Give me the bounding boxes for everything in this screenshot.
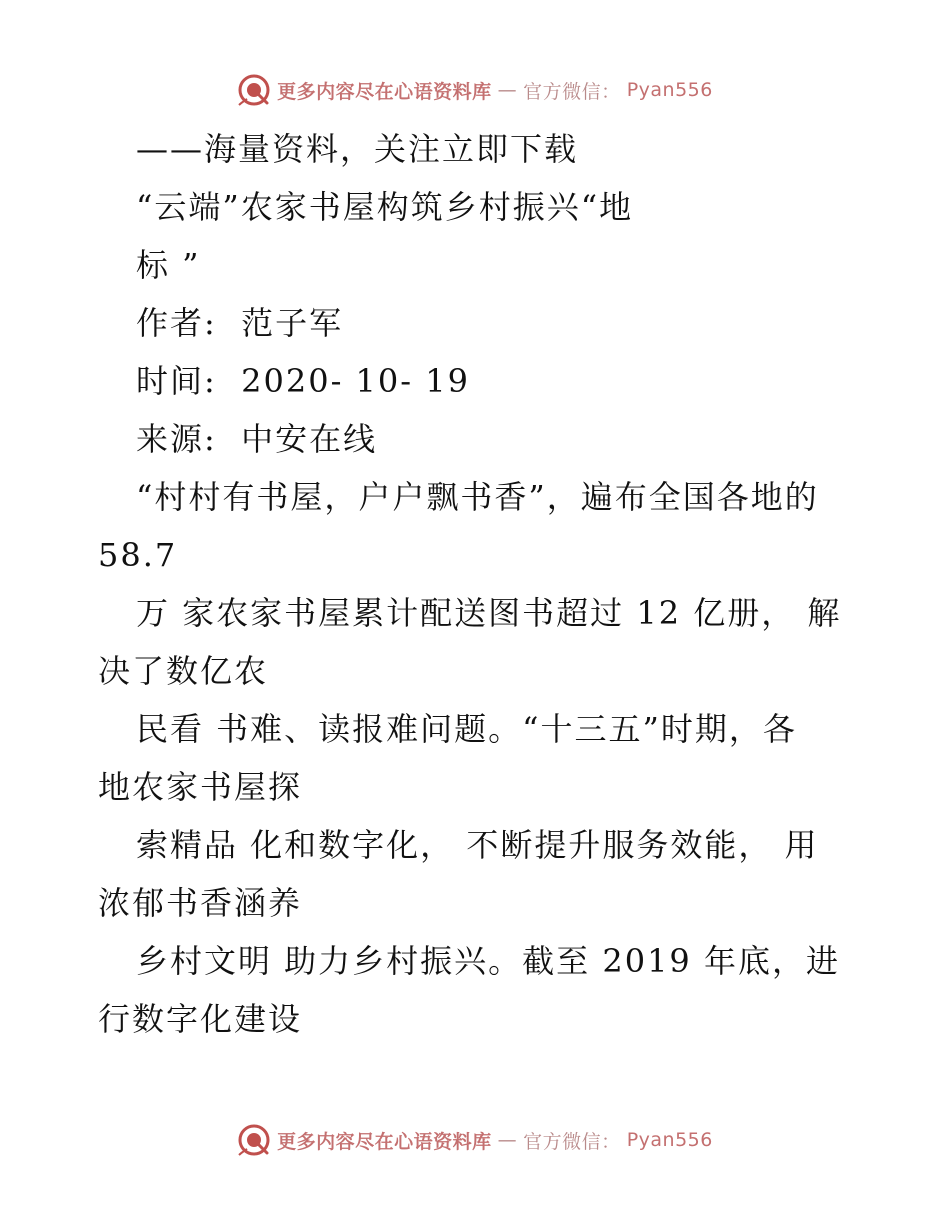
watermark-dash: — xyxy=(497,79,518,101)
pen-logo-icon xyxy=(237,1123,271,1157)
watermark-main-text: 更多内容尽在心语资料库 xyxy=(277,80,492,103)
doc-para-line: “村村有书屋，户户飘书香”，遍布全国各地的 xyxy=(136,478,819,516)
doc-title-line-2: 标 ” xyxy=(136,246,201,284)
watermark-id: Pyan556 xyxy=(626,1129,713,1151)
doc-para-line: 58.7 xyxy=(98,536,178,574)
doc-para-line: 行数字化建设 xyxy=(98,1000,303,1038)
watermark-label: 官方微信： xyxy=(523,80,621,103)
doc-author: 作者: 范子军 xyxy=(136,304,344,342)
doc-line-1: ——海量资料，关注立即下载 xyxy=(136,130,579,168)
doc-title-line-1: “云端”农家书屋构筑乡村振兴“地 xyxy=(136,188,634,226)
doc-para-line: 决了数亿农 xyxy=(98,652,269,690)
doc-date: 时间: 2020- 10- 19 xyxy=(136,362,470,400)
doc-para-line: 民看 书难、读报难问题。“十三五”时期，各 xyxy=(136,710,797,748)
watermark-footer xyxy=(0,1120,950,1160)
doc-para-line: 万 家农家书屋累计配送图书超过 12 亿册， 解 xyxy=(136,594,842,632)
watermark-id: Pyan556 xyxy=(626,79,713,101)
doc-para-line: 浓郁书香涵养 xyxy=(98,884,303,922)
watermark-main-text: 更多内容尽在心语资料库 xyxy=(277,1130,492,1153)
doc-para-line: 乡村文明 助力乡村振兴。截至 2019 年底，进 xyxy=(136,942,840,980)
doc-para-line: 索精品 化和数字化， 不断提升服务效能， 用 xyxy=(136,826,819,864)
watermark-dash: — xyxy=(497,1129,518,1151)
doc-para-line: 地农家书屋探 xyxy=(98,768,303,806)
watermark-label: 官方微信： xyxy=(523,1130,621,1153)
watermark-header xyxy=(0,70,950,110)
pen-logo-icon xyxy=(237,73,271,107)
document-body xyxy=(98,120,858,1048)
doc-source: 来源: 中安在线 xyxy=(136,420,378,458)
